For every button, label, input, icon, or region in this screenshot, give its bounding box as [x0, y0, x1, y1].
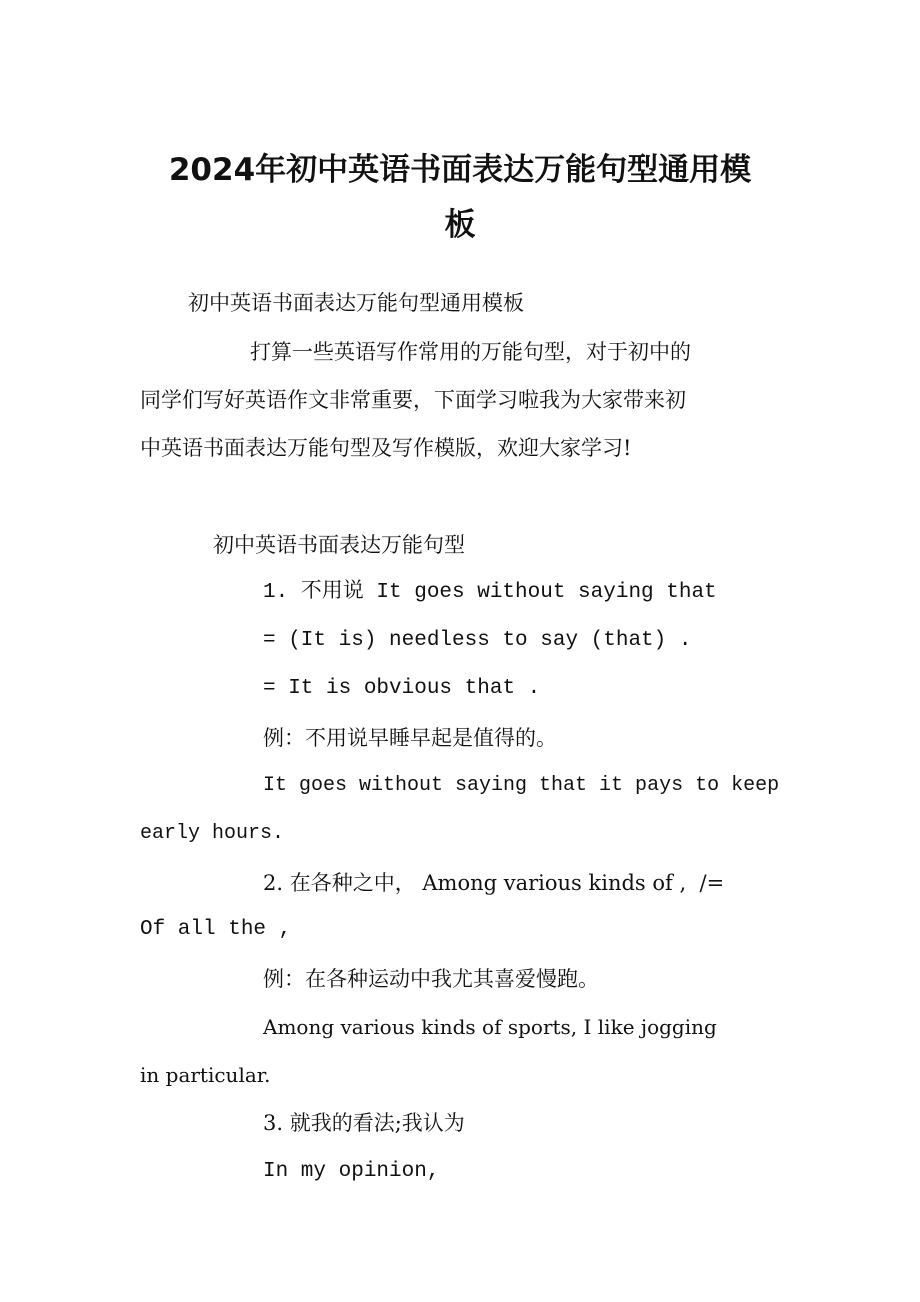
- body-line: Of all the ,: [140, 918, 292, 941]
- body-line: early hours.: [140, 822, 285, 845]
- subtitle: 初中英语书面表达万能句型通用模板: [188, 291, 524, 315]
- body-line: Among various kinds of sports, I like jogging: [263, 1015, 717, 1039]
- body-line: 例：在各种运动中我尤其喜爱慢跑。: [263, 967, 599, 991]
- intro-line: 中英语书面表达万能句型及写作模版，欢迎大家学习!: [140, 436, 632, 460]
- body-line: 1. 不用说 It goes without saying that: [263, 581, 717, 604]
- document-title-line-1: 2024年初中英语书面表达万能句型通用模: [168, 152, 752, 188]
- intro-line: 同学们写好英语作文非常重要，下面学习啦我为大家带来初: [140, 388, 686, 412]
- body-line: = It is obvious that .: [263, 677, 541, 700]
- body-line: 例：不用说早睡早起是值得的。: [263, 726, 557, 750]
- body-line: It goes without saying that it pays to keep: [263, 774, 780, 797]
- body-line: In my opinion,: [263, 1160, 440, 1183]
- section-heading: 初中英语书面表达万能句型: [213, 533, 465, 557]
- document-title-line-2: 板: [444, 207, 476, 243]
- body-line: 2. 在各种之中， Among various kinds of , /=: [263, 871, 725, 895]
- body-line: = (It is) needless to say (that) .: [263, 629, 692, 652]
- intro-line: 打算一些英语写作常用的万能句型，对于初中的: [250, 340, 691, 364]
- body-line: 3. 就我的看法;我认为: [263, 1111, 465, 1135]
- body-line: in particular.: [140, 1063, 271, 1087]
